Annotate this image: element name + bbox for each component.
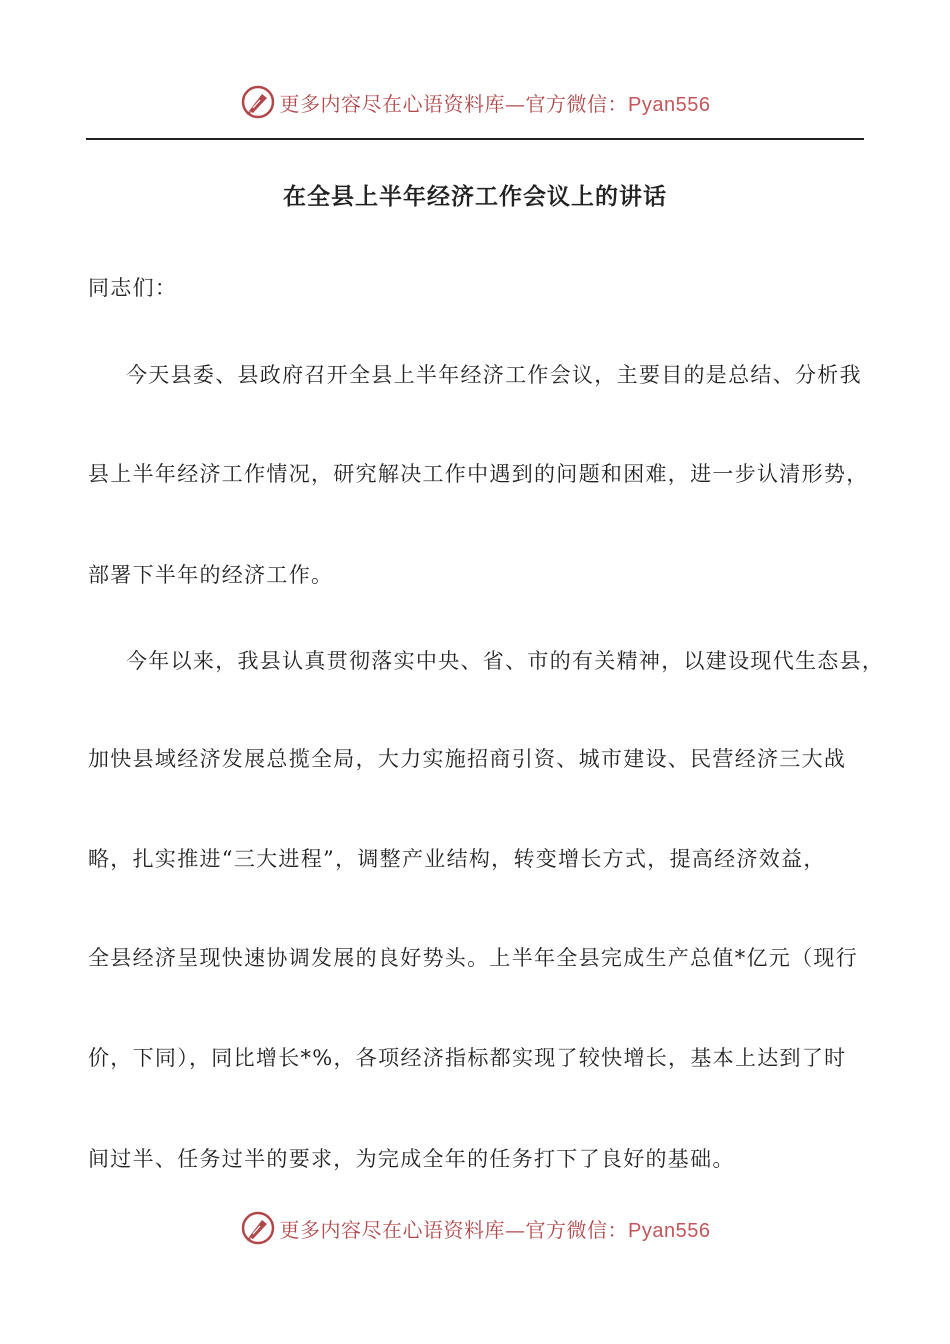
document-title: 在全县上半年经济工作会议上的讲话 [283, 184, 667, 210]
banner-text [280, 1214, 711, 1243]
text-line: 部署下半年的经济工作。 [88, 563, 334, 587]
banner-slogan: 更多内容尽在心语资料库 [279, 91, 506, 116]
text-line: 价，下同），同比增长*%，各项经济指标都实现了较快增长，基本上达到了时 [88, 1046, 847, 1070]
banner-slogan: 更多内容尽在心语资料库 [279, 1217, 506, 1242]
text-line: 县上半年经济工作情况，研究解决工作中遇到的问题和困难，进一步认清形势， [88, 462, 869, 486]
banner-wechat-id: Pyan556 [628, 93, 711, 116]
text-line: 今年以来，我县认真贯彻落实中央、省、市的有关精神，以建设现代生态县， [126, 649, 885, 673]
banner-wechat-id: Pyan556 [628, 1219, 711, 1242]
banner-wechat-label: —官方微信： [505, 91, 629, 116]
pen-nib-icon [240, 1210, 276, 1246]
text-line: 全县经济呈现快速协调发展的良好势头。上半年全县完成生产总值*亿元（现行 [88, 946, 858, 970]
text-line: 间过半、任务过半的要求，为完成全年的任务打下了良好的基础。 [88, 1147, 735, 1171]
banner-wechat-label: —官方微信： [505, 1217, 629, 1242]
text-line: 今天县委、县政府召开全县上半年经济工作会议，主要目的是总结、分析我 [126, 363, 862, 387]
footer-banner [0, 1208, 950, 1248]
text-line: 略，扎实推进“三大进程”，调整产业结构，转变增长方式，提高经济效益， [88, 847, 826, 871]
pen-nib-icon [240, 84, 276, 120]
text-line: 同志们： [88, 276, 178, 300]
banner-text [280, 88, 711, 117]
text-line: 加快县域经济发展总揽全局，大力实施招商引资、城市建设、民营经济三大战 [88, 747, 847, 771]
header-divider [86, 138, 864, 140]
header-banner [0, 82, 950, 122]
